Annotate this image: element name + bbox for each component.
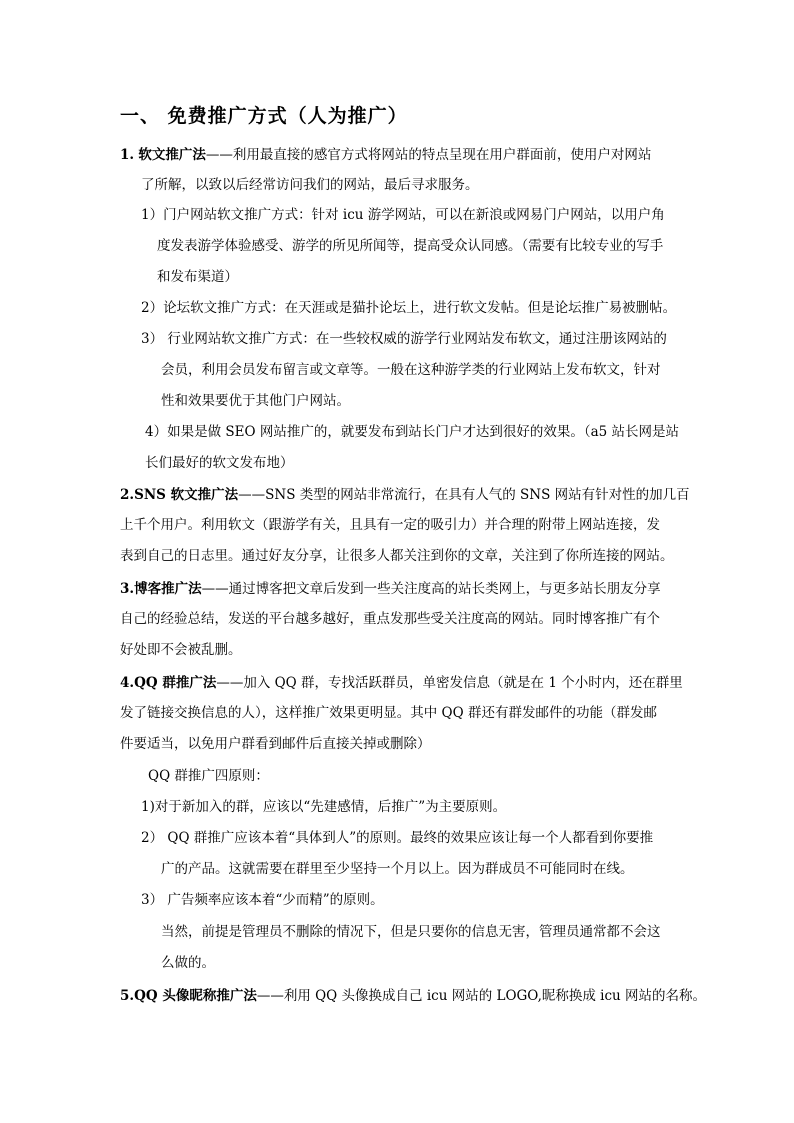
item-2-line: 上千个用户。利用软文（跟游学有关，且具有一定的吸引力）并合理的附带上网站连接，发 — [120, 517, 660, 533]
sub-item-1-line: 1）门户网站软文推广方式：针对 icu 游学网站，可以在新浪或网易门户网站，以用户角 — [141, 207, 665, 223]
item-4-line: 发了链接交换信息的人），这样推广效果更明显。其中 QQ 群还有群发邮件的功能（群发邮 — [120, 705, 657, 721]
item-1-number: 1. — [120, 147, 135, 163]
item-3-heading: 博客推广法 — [134, 581, 202, 597]
sub-item-4-line: 长们最好的软文发布地） — [145, 455, 294, 471]
principle-3: 3） 广告频率应该本着“少而精”的原则。 — [141, 892, 384, 908]
principle-2-line: 广的产品。这就需要在群里至少坚持一个月以上。因为群成员不可能同时在线。 — [161, 861, 634, 877]
item-3-line: 自己的经验总结，发送的平台越多越好，重点发那些受关注度高的网站。同时博客推广有个 — [120, 611, 660, 627]
principle-1: 1)对于新加入的群，应该以“先建感情，后推广”为主要原则。 — [141, 799, 507, 815]
principle-2-line: 2） QQ 群推广应该本着“具体到人”的原则。最终的效果应该让每一个人都看到你要推 — [141, 830, 654, 846]
item-5-first-line — [120, 990, 706, 1004]
sub-item-1-line: 和发布渠道） — [157, 269, 238, 285]
sub-item-3-line: 会员，利用会员发布留言或文章等。一般在这种游学类的行业网站上发布软文，针对 — [161, 362, 661, 378]
item-5-text: ——利用 QQ 头像换成自己 icu 网站的 LOGO,昵称换成 icu 网站的名称。 — [256, 988, 707, 1004]
item-1-text: ——利用最直接的感官方式将网站的特点呈现在用户群面前，使用户对网站 — [205, 147, 652, 163]
item-2-text: ——SNS 类型的网站非常流行，在具有人气的 SNS 网站有针对性的加几百 — [238, 487, 690, 503]
item-1-first-line — [120, 149, 651, 163]
item-2-number: 2. — [120, 487, 135, 503]
item-4-first-line — [120, 677, 683, 691]
item-3-text: ——通过博客把文章后发到一些关注度高的站长类网上，与更多站长朋友分享 — [201, 581, 661, 597]
item-3-number: 3. — [120, 581, 135, 597]
note-line: 么做的。 — [161, 955, 215, 971]
principles-heading: QQ 群推广四原则： — [148, 768, 269, 784]
item-4-heading: QQ 群推广法 — [134, 675, 217, 691]
item-1-heading: 软文推广法 — [138, 147, 206, 163]
sub-item-4-line: 4）如果是做 SEO 网站推广的，就要发布到站长门户才达到很好的效果。（a5 站长网是站 — [145, 424, 680, 440]
section-title: 一、 免费推广方式（人为推广） — [120, 105, 408, 127]
sub-item-2-line: 2）论坛软文推广方式：在天涯或是猫扑论坛上，进行软文发帖。但是论坛推广易被删帖。 — [141, 300, 677, 316]
item-4-text: ——加入 QQ 群，专找活跃群员，单密发信息（就是在 1 个小时内，还在群里 — [216, 675, 683, 691]
sub-item-1-line: 度发表游学体验感受、游学的所见所闻等，提高受众认同感。（需要有比较专业的写手 — [157, 238, 664, 254]
note-line: 当然，前提是管理员不删除的情况下，但是只要你的信息无害，管理员通常都不会这 — [161, 924, 661, 940]
sub-item-3-line: 3） 行业网站软文推广方式：在一些较权威的游学行业网站发布软文，通过注册该网站的 — [141, 331, 667, 347]
item-5-heading: QQ 头像昵称推广法 — [134, 988, 257, 1004]
item-2-first-line — [120, 489, 690, 503]
item-4-number: 4. — [120, 675, 135, 691]
item-4-line: 件要适当，以免用户群看到邮件后直接关掉或删除） — [120, 736, 431, 752]
sub-item-3-line: 性和效果要优于其他门户网站。 — [161, 393, 350, 409]
item-2-line: 表到自己的日志里。通过好友分享，让很多人都关注到你的文章，关注到了你所连接的网站。 — [120, 548, 674, 564]
item-5-number: 5. — [120, 988, 135, 1004]
item-3-line: 好处即不会被乱删。 — [120, 642, 242, 658]
item-2-heading: SNS 软文推广法 — [134, 487, 239, 503]
item-3-first-line — [120, 583, 661, 597]
item-1-line: 了所解，以致以后经常访问我们的网站，最后寻求服务。 — [141, 177, 479, 193]
